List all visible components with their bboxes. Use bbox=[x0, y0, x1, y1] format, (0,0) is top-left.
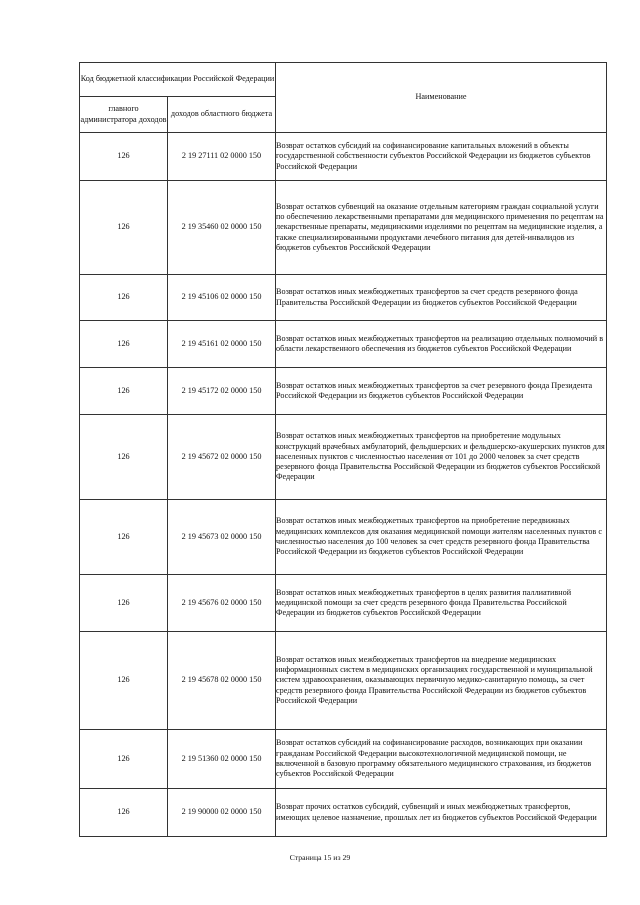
table-row bbox=[80, 575, 607, 632]
budget-code-cell: 2 19 45673 02 0000 150 bbox=[168, 500, 276, 575]
table-row bbox=[80, 500, 607, 575]
name-cell: Возврат остатков иных межбюджетных трансфертов на приобретение модульных конструкций врачебных амбулаторий, фельдшерских и фельдшерско-акушерских пунктов для населенных пунктов с численностью населения от 101 до 2000 человек за счет средств резервного фонда Правительства Российской Федерации из бюджетов субъектов Российской Федерации bbox=[276, 415, 607, 500]
admin-code-cell: 126 bbox=[80, 321, 168, 368]
name-cell: Возврат остатков субсидий на софинансирование капитальных вложений в объекты государственной собственности субъектов Российской Федерации из бюджетов субъектов Российской Федерации bbox=[276, 133, 607, 181]
admin-code-cell: 126 bbox=[80, 368, 168, 415]
table-row bbox=[80, 415, 607, 500]
name-cell: Возврат остатков иных межбюджетных трансфертов в целях развития паллиативной медицинской помощи за счет средств резервного фонда Правительства Российской Федерации из бюджетов субъектов Российской Федерации bbox=[276, 575, 607, 632]
admin-code-cell: 126 bbox=[80, 415, 168, 500]
admin-code-cell: 126 bbox=[80, 133, 168, 181]
budget-code-cell: 2 19 45676 02 0000 150 bbox=[168, 575, 276, 632]
budget-code-cell: 2 19 27111 02 0000 150 bbox=[168, 133, 276, 181]
code-header: доходов областного бюджета bbox=[168, 97, 276, 133]
name-cell: Возврат остатков иных межбюджетных трансфертов на приобретение передвижных медицинских комплексов для оказания медицинской помощи жителям населенных пунктов с численностью населения до 100 человек за счет средств резервного фонда Правительства Российской Федерации из бюджетов субъектов Российской Федерации bbox=[276, 500, 607, 575]
table-row bbox=[80, 133, 607, 181]
admin-code-cell: 126 bbox=[80, 181, 168, 275]
name-cell: Возврат остатков иных межбюджетных трансфертов на реализацию отдельных полномочий в области лекарственного обеспечения из бюджетов субъектов Российской Федерации bbox=[276, 321, 607, 368]
admin-code-cell: 126 bbox=[80, 632, 168, 730]
table-row bbox=[80, 368, 607, 415]
budget-code-cell: 2 19 45672 02 0000 150 bbox=[168, 415, 276, 500]
budget-code-cell: 2 19 45161 02 0000 150 bbox=[168, 321, 276, 368]
name-cell: Возврат прочих остатков субсидий, субвенций и иных межбюджетных трансфертов, имеющих целевое назначение, прошлых лет из бюджетов субъектов Российской Федерации bbox=[276, 789, 607, 837]
budget-code-cell: 2 19 90000 02 0000 150 bbox=[168, 789, 276, 837]
table-row bbox=[80, 632, 607, 730]
name-header: Наименование bbox=[276, 63, 607, 133]
table-row bbox=[80, 321, 607, 368]
name-cell: Возврат остатков иных межбюджетных трансфертов на внедрение медицинских информационных систем в медицинских организациях государственной и муниципальной систем здравоохранения, оказывающих первичную медико-санитарную помощь, за счет средств резервного фонда Правительства Российской Федерации из бюджетов субъектов Российской Федерации bbox=[276, 632, 607, 730]
budget-classification-table bbox=[79, 62, 607, 837]
name-cell: Возврат остатков иных межбюджетных трансфертов за счет резервного фонда Президента Российской Федерации из бюджетов субъектов Российской Федерации bbox=[276, 368, 607, 415]
admin-header: главного администратора доходов bbox=[80, 97, 168, 133]
budget-code-cell: 2 19 45172 02 0000 150 bbox=[168, 368, 276, 415]
table-row bbox=[80, 789, 607, 837]
budget-code-cell: 2 19 35460 02 0000 150 bbox=[168, 181, 276, 275]
budget-code-cell: 2 19 51360 02 0000 150 bbox=[168, 730, 276, 789]
name-cell: Возврат остатков субсидий на софинансирование расходов, возникающих при оказании гражданам Российской Федерации высокотехнологичной медицинской помощи, не включенной в базовую программу обязательного медицинского страхования, из бюджетов субъектов Российской Федерации bbox=[276, 730, 607, 789]
admin-code-cell: 126 bbox=[80, 500, 168, 575]
name-cell: Возврат остатков иных межбюджетных трансфертов за счет средств резервного фонда Правительства Российской Федерации из бюджетов субъектов Российской Федерации bbox=[276, 275, 607, 321]
budget-code-cell: 2 19 45106 02 0000 150 bbox=[168, 275, 276, 321]
admin-code-cell: 126 bbox=[80, 789, 168, 837]
admin-code-cell: 126 bbox=[80, 730, 168, 789]
table-row bbox=[80, 730, 607, 789]
budget-code-cell: 2 19 45678 02 0000 150 bbox=[168, 632, 276, 730]
name-cell: Возврат остатков субвенций на оказание отдельным категориям граждан социальной услуги по обеспечению лекарственными препаратами для медицинского применения по рецептам на лекарственные препараты, медицинскими изделиями по рецептам на медицинские изделия, а также специализированными продуктами лечебного питания для детей-инвалидов из бюджетов субъектов Российской Федерации bbox=[276, 181, 607, 275]
admin-code-cell: 126 bbox=[80, 575, 168, 632]
table-header-row bbox=[80, 63, 607, 97]
admin-code-cell: 126 bbox=[80, 275, 168, 321]
page-number: Страница 15 из 29 bbox=[289, 853, 351, 862]
table-row bbox=[80, 181, 607, 275]
table-row bbox=[80, 275, 607, 321]
kbk-header: Код бюджетной классификации Российской Федерации bbox=[80, 63, 276, 97]
